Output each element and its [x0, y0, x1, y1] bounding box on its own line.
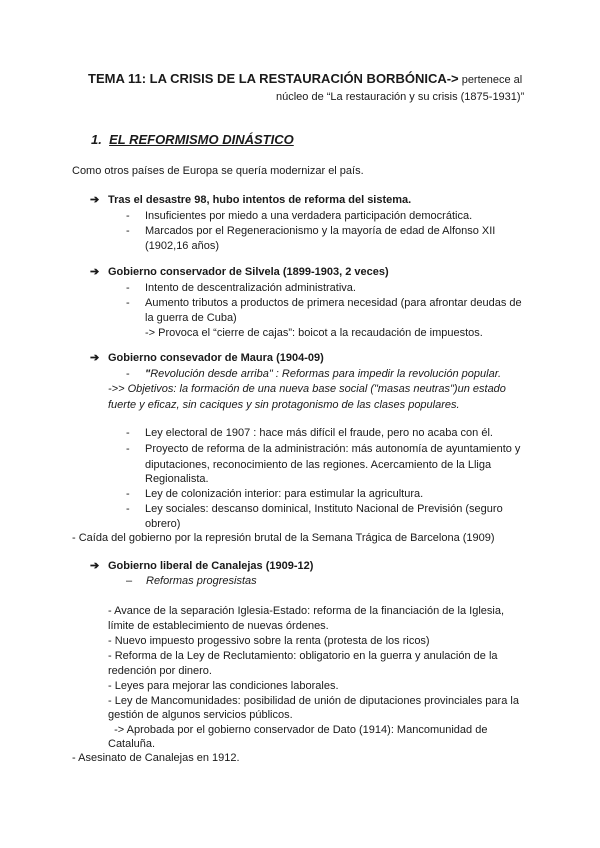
reform-line: - Ley de Mancomunidades: posibilidad de unión de diputaciones provinciales para la: [108, 695, 519, 707]
bullet-heading: Gobierno conservador de Silvela (1899-1903, 2 veces): [108, 266, 389, 278]
list-item: Intento de descentralización administrativa.: [145, 282, 356, 294]
dash-bullet: -: [126, 427, 130, 439]
reform-line: redención por dinero.: [108, 665, 212, 677]
reform-line: límite de establecimiento de nuevas órdenes.: [108, 620, 329, 632]
intro-text: Como otros países de Europa se quería modernizar el país.: [72, 165, 364, 177]
reform-line: -> Aprobada por el gobierno conservador de Dato (1914): Mancomunidad de: [108, 724, 488, 736]
document-title: [88, 72, 522, 87]
bullet-heading: Gobierno consevador de Maura (1904-09): [108, 352, 324, 364]
quote-line: [145, 367, 501, 381]
list-item: Ley electoral de 1907 : hace más difícil el fraude, pero no acaba con él.: [145, 427, 493, 439]
dash-bullet: -: [126, 282, 130, 294]
list-item: Reformas progresistas: [146, 575, 257, 587]
title-suffix: pertenece al: [458, 74, 523, 86]
quote-text: Revolución desde arriba" : Reformas para impedir la revolución popular.: [150, 368, 502, 380]
list-item: Ley sociales: descanso dominical, Instituto Nacional de Previsión (seguro: [145, 503, 503, 515]
reform-line: - Avance de la separación Iglesia-Estado: reforma de la financiación de la Iglesia,: [108, 605, 505, 617]
list-item-note: -> Provoca el “cierre de cajas”: boicot a la recaudación de impuestos.: [145, 327, 483, 339]
list-item-cont: (1902,16 años): [145, 240, 219, 252]
reform-line: gestión de algunos servicios públicos.: [108, 709, 293, 721]
dash-bullet: -: [126, 210, 130, 222]
arrow-bullet-icon: ➔: [90, 194, 100, 206]
reform-line: Cataluña.: [108, 738, 156, 750]
arrow-bullet-icon: ➔: [90, 560, 100, 572]
dash-bullet: -: [126, 503, 130, 515]
list-item-cont: obrero): [145, 518, 181, 530]
reform-line: - Leyes para mejorar las condiciones laborales.: [108, 680, 339, 692]
bullet-heading: Gobierno liberal de Canalejas (1909-12): [108, 560, 314, 572]
canalejas-end: - Asesinato de Canalejas en 1912.: [72, 752, 240, 764]
title-main: TEMA 11: LA CRISIS DE LA RESTAURACIÓN BORBÓNICA->: [88, 71, 459, 86]
dash-bullet: -: [126, 488, 130, 500]
quote-mark: ": [145, 368, 151, 380]
section-title: EL REFORMISMO DINÁSTICO: [109, 132, 294, 147]
list-item: Marcados por el Regeneracionismo y la mayoría de edad de Alfonso XII: [145, 225, 496, 237]
arrow-bullet-icon: ➔: [90, 352, 100, 364]
dash-bullet: -: [126, 225, 130, 237]
reform-line: - Nuevo impuesto progessivo sobre la renta (protesta de los ricos): [108, 635, 430, 647]
dash-bullet: –: [126, 575, 133, 587]
arrow-bullet-icon: ➔: [90, 266, 100, 278]
list-item: Proyecto de reforma de la administración: más autonomía de ayuntamiento y: [145, 443, 521, 455]
dash-bullet: -: [126, 368, 130, 380]
list-item-cont: Regionalista.: [145, 473, 209, 485]
list-item: Aumento tributos a productos de primera necesidad (para afrontar deudas de: [145, 297, 522, 309]
title-subtitle: núcleo de “La restauración y su crisis (1875-1931)”: [276, 91, 525, 103]
bullet-heading: Tras el desastre 98, hubo intentos de reforma del sistema.: [108, 194, 412, 206]
reform-line: - Reforma de la Ley de Reclutamiento: obligatorio en la guerra y anulación de la: [108, 650, 498, 662]
section-number: 1.: [91, 132, 102, 147]
list-item-cont: la guerra de Cuba): [145, 312, 237, 324]
objectives-line: ->> Objetivos: la formación de una nueva base social ("masas neutras")un estado: [108, 383, 506, 395]
objectives-line: fuerte y eficaz, sin caciques y sin protagonismo de las clases populares.: [108, 399, 460, 411]
dash-bullet: -: [126, 443, 130, 455]
section-heading: [91, 133, 294, 147]
government-fall: - Caída del gobierno por la represión brutal de la Semana Trágica de Barcelona (1909): [72, 532, 495, 544]
list-item-cont: diputaciones, reconocimiento de las regiones. Acercamiento de la Lliga: [145, 459, 492, 471]
list-item: Ley de colonización interior: para estimular la agricultura.: [145, 488, 424, 500]
dash-bullet: -: [126, 297, 130, 309]
list-item: Insuficientes por miedo a una verdadera participación democrática.: [145, 210, 473, 222]
